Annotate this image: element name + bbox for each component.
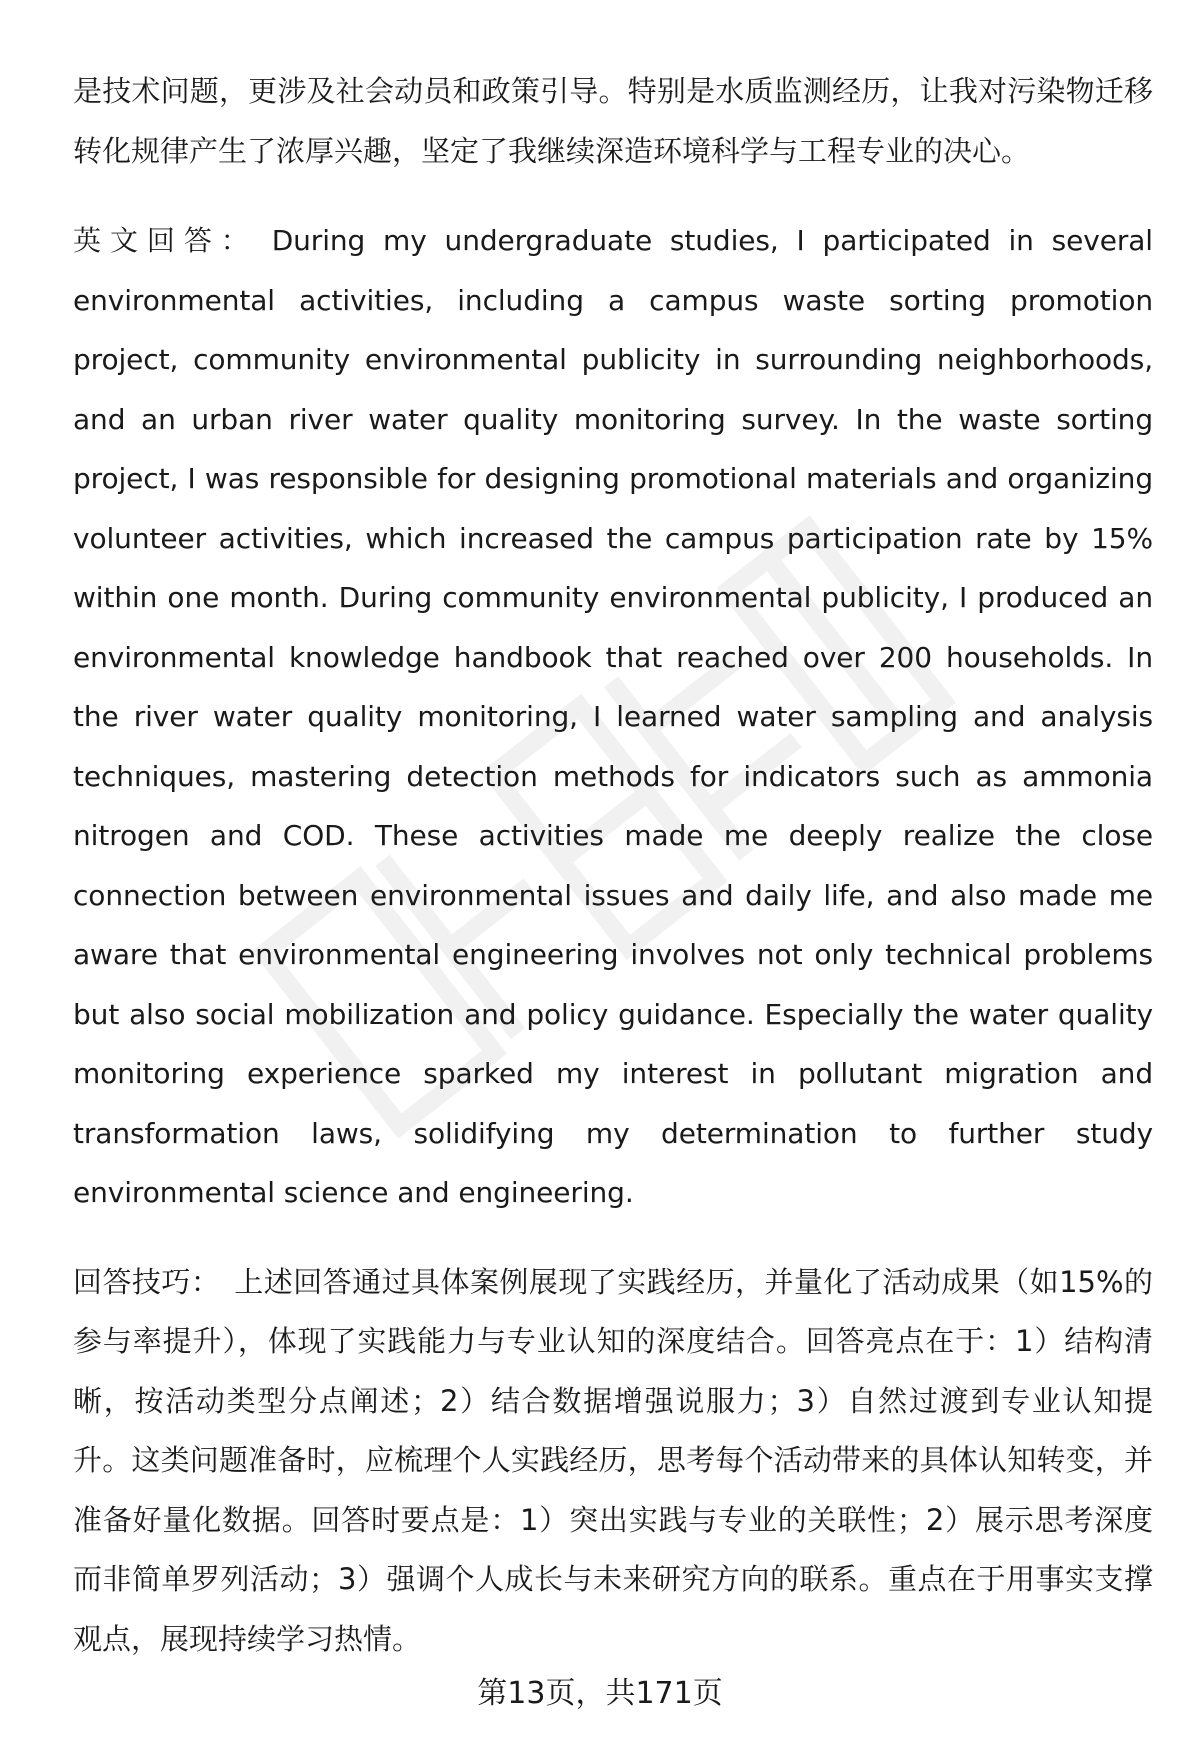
- intro-continuation-paragraph: 是技术问题，更涉及社会动员和政策引导。特别是水质监测经历，让我对污染物迁移转化规律产生了浓厚兴趣，坚定了我继续深造环境科学与工程专业的决心。: [73, 74, 1153, 168]
- answer-tips-text: 上述回答通过具体案例展现了实践经历，并量化了活动成果（如15%的参与率提升），体现了实践能力与专业认知的深度结合。回答亮点在于：1）结构清晰，按活动类型分点阐述；2）结合数据增强说服力；3）自然过渡到专业认知提升。这类问题准备时，应梳理个人实践经历，思考每个活动带来的具体认知转变，并准备好量化数据。回答时要点是：1）突出实践与专业的关联性；2）展示思考深度而非简单罗列活动；3）强调个人成长与未来研究方向的联系。重点在于用事实支撑观点，展现持续学习热情。: [73, 1264, 1153, 1656]
- answer-tips-label: 回答技巧：: [73, 1264, 221, 1299]
- english-answer-paragraph: [73, 211, 1153, 1223]
- document-body: [73, 62, 1153, 1699]
- page-number-footer: 第13页，共171页: [477, 1676, 723, 1711]
- english-answer-label: 英文回答：: [73, 224, 258, 257]
- english-answer-text: During my undergraduate studies, I participated in several environmental activities, including a campus waste sorting promotion project, community environmental publicity in surrounding neighborhoods, and an urban river water quality monitoring survey. In the waste sorting project, I was responsible for designing promotional materials and organizing volunteer activities, which increased the campus participation rate by 15% within one month. During community environmental publicity, I produced an environmental knowledge handbook that reached over 200 households. In the river water quality monitoring, I learned water sampling and analysis techniques, mastering detection methods for indicators such as ammonia nitrogen and COD. These activities made me deeply realize the close connection between environmental issues and daily life, and also made me aware that environmental engineering involves not only technical problems but also social mobilization and policy guidance. Especially the water quality monitoring experience sparked my interest in pollutant migration and transformation laws, solidifying my determination to further study environmental science and engineering.: [73, 224, 1153, 1209]
- answer-tips-paragraph: [73, 1253, 1153, 1670]
